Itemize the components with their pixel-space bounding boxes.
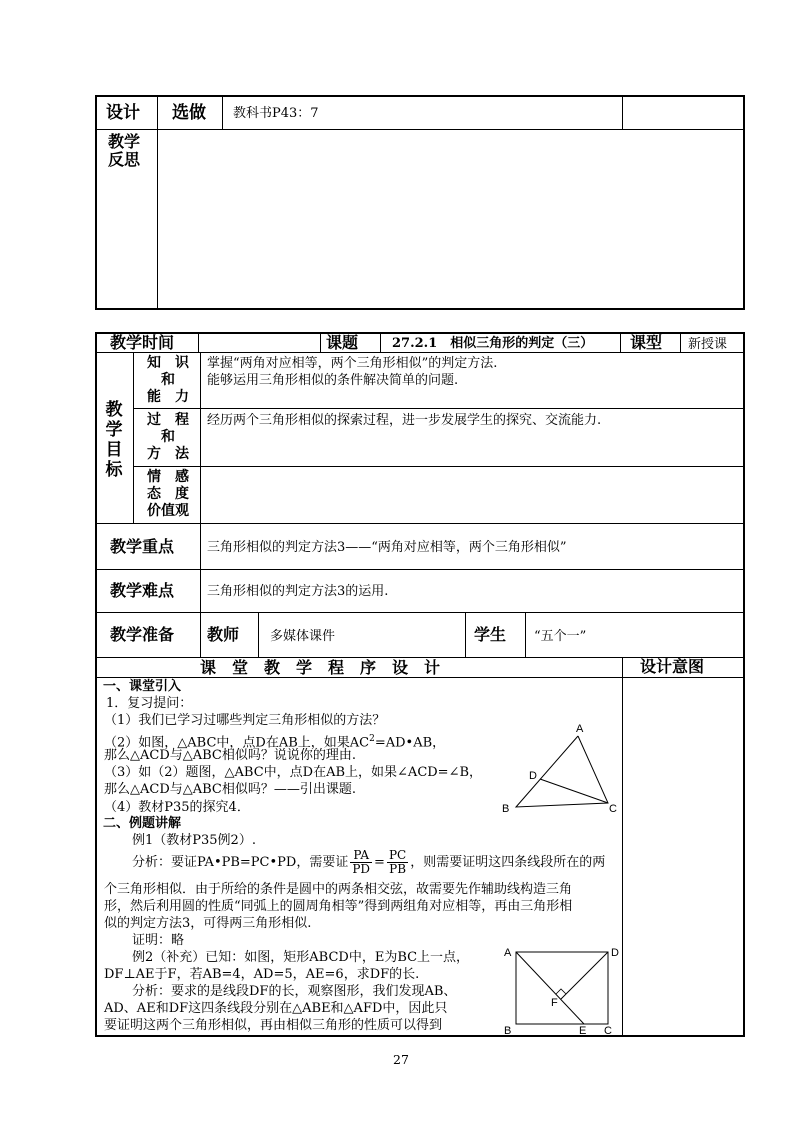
knowledge-line-2: 能够运用三角形相似的条件解决简单的问题. [207,373,459,388]
proof-text: 证明：略 [132,933,185,948]
student-label: 学生 [474,625,507,644]
type-value: 新授课 [688,337,728,352]
segment-cd [540,779,608,803]
label-b: B [502,803,510,814]
question-3-line-1: （3）如（2）题图，△ABC中，点D在AB上，如果∠ACD=∠B， [104,765,483,780]
knowledge-line-1: 掌握“两角对应相等，两个三角形相似”的判定方法. [207,356,498,371]
rectangle-abcd [516,952,608,1024]
fraction-pc-pb: $\frac{PC}{PB}$ [388,848,407,876]
label-f: F [551,997,558,1009]
label-d: D [529,770,537,782]
process-label: 过 程 和 方 法 [147,412,189,462]
procedure-header: 课 堂 教 学 程 序 设 计 [200,658,441,677]
analysis-1-line-2: 个三角形相似．由于所给的条件是圆中的两条相交弦，故需要先作辅助线构造三角 [104,882,573,897]
triangle-figure [496,722,626,814]
question-1: （1）我们已学习过哪些判定三角形相似的方法？ [104,713,386,728]
label-c: C [604,1025,612,1036]
label-a: A [576,723,584,735]
key-point-label: 教学重点 [110,537,175,556]
label-a: A [504,947,512,959]
time-label: 教学时间 [110,333,175,352]
reflection-label-1: 教学 [108,132,141,151]
topic-label: 课题 [326,333,359,352]
emotion-label: 情 感 态 度 价值观 [147,469,189,519]
type-label: 课型 [630,333,663,352]
label-c: C [609,803,617,814]
example-1: 例1（教材P35例2）. [132,833,256,848]
fraction-pa-pd: $\frac{PA}{PD}$ [352,848,371,876]
process-text: 经历两个三角形相似的探索过程，进一步发展学生的探究、交流能力. [207,413,602,428]
page-number: 27 [393,1052,409,1067]
teacher-value: 多媒体课件 [270,629,336,644]
optional-label: 选做 [172,103,206,123]
question-2-line-1: （2）如图，△ABC中，点D在AB上，如果$AC^2=AD•AB$， [104,734,446,751]
prep-label: 教学准备 [110,625,175,644]
topic-value: 27.2.1 相似三角形的判定（三） [392,336,594,351]
analysis-1-line-3: 形，然后利用圆的性质“同弧上的圆周角相等”得到两组角对应相等，再由三角形相 [104,899,573,914]
design-label: 设计 [106,103,140,123]
key-point-text: 三角形相似的判定方法3——“两角对应相等，两个三角形相似” [207,540,567,555]
optional-content: 教科书P43：7 [233,106,319,121]
section1-title: 一、课堂引入 [103,679,182,694]
rectangle-figure [500,944,625,1036]
section2-title: 二、例题讲解 [103,816,182,831]
intent-header: 设计意图 [640,657,705,676]
question-3-line-2: 那么△ACD与△ABC相似吗？——引出课题. [104,782,357,797]
example-2-line-2: DF⊥AE于F，若AB=4，AD=5，AE=6，求DF的长. [104,967,420,982]
difficulty-text: 三角形相似的判定方法3的运用. [207,584,389,599]
reflection-label-2: 反思 [108,150,141,169]
analysis-2-line-1: 分析：要求的是线段DF的长，观察图形，我们发现AB、 [132,984,457,999]
segment-df [561,952,608,999]
label-b: B [504,1025,512,1036]
goals-label: 教 学 目 标 [105,400,123,480]
review-text: 1．复习提问： [106,696,193,711]
example-2-line-1: 例2（补充）已知：如图，矩形ABCD中，E为BC上一点， [132,950,470,965]
label-d: D [611,947,619,959]
question-4: （4）教材P35的探究4． [104,800,250,815]
question-2-line-2: 那么△ACD与△ABC相似吗？说说你的理由. [104,748,357,763]
difficulty-label: 教学难点 [110,581,175,600]
teacher-label: 教师 [207,625,240,644]
right-angle-mark [556,989,566,994]
segment-ae [516,952,584,1024]
analysis-2-line-2: AD、AE和DF这四条线段分别在△ABE和△AFD中，因此只 [104,1001,448,1016]
label-e: E [579,1025,587,1036]
analysis-2-line-3: 要证明这两个三角形相似，再由相似三角形的性质可以得到 [104,1018,443,1033]
student-value: “五个一” [534,629,587,644]
knowledge-label: 知 识 和 能 力 [147,355,189,405]
analysis-1-line-4: 似的判定方法3，可得两三角形相似. [104,916,312,931]
analysis-1-line-1: 分析：要证PA•PB=PC•PD，需要证 $\frac{PA}{PD}$ = $\frac{PC}{PB}$ ，则需要证明这四条线段所在的两 [132,848,606,876]
